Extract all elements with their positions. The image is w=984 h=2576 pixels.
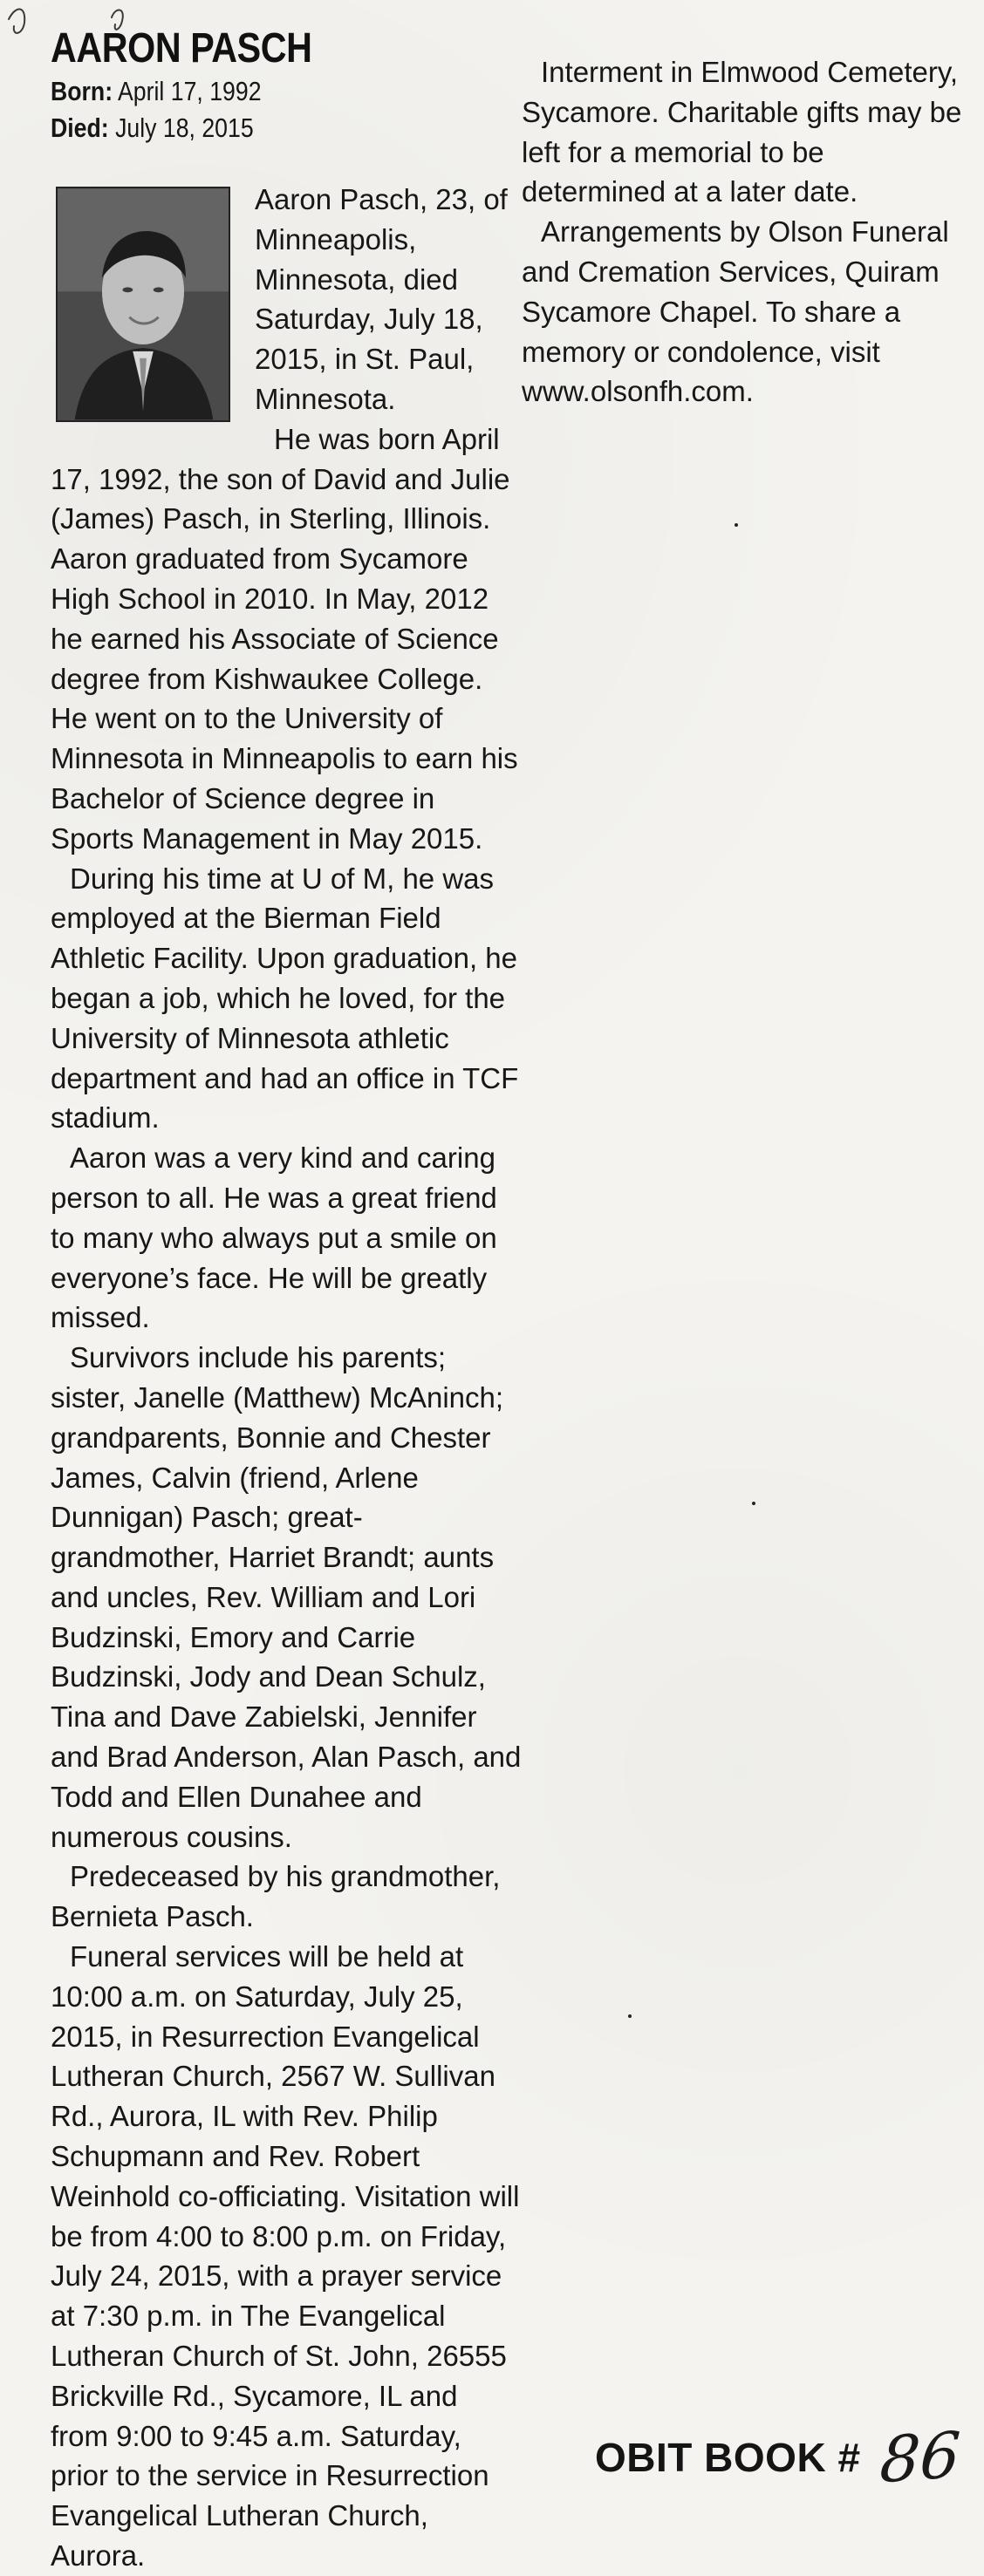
born-line (51, 73, 455, 110)
paragraph-death-notice: Aaron Pasch, 23, of Minneapolis, Minnesota, died Saturday, July 18, 2015, in St. Paul, Minnesota. (255, 183, 508, 415)
paragraph-predeceased: Predeceased by his grandmother, Bernieta Pasch. (51, 1860, 501, 1933)
died-label: Died: (51, 112, 109, 143)
paragraph-career: During his time at U of M, he was employed at the Bierman Field Athletic Facility. Upon graduation, he began a job, which he loved, for the University of Minnesota athletic department and had an office in TCF stadium. (51, 862, 519, 1135)
portrait-icon (58, 188, 229, 420)
portrait-photo (56, 187, 230, 422)
born-date: April 17, 1992 (118, 76, 262, 106)
left-column (51, 24, 522, 2576)
paragraph-survivors: Survivors include his parents; sister, Janelle (Matthew) McAninch; grandparents, Bonnie and Chester James, Calvin (friend, Arlene Dunnigan) Pasch; great-grandmother, Harriet Brandt; aunts and uncles, Rev. William and Lori Budzinski, Emory and Carrie Budzinski, Jody and Dean Schulz, Tina and Dave Zabielski, Jennifer and Brad Anderson, Alan Pasch, and Todd and Ellen Dunahee and numerous cousins. (51, 1341, 522, 1853)
paper-speck (735, 523, 738, 527)
obituary-name: AARON PASCH (51, 25, 312, 72)
died-line (51, 110, 455, 147)
obituary-body (51, 180, 522, 2576)
obit-book-label: OBIT BOOK # (595, 2435, 861, 2480)
handwritten-obit-number: 86 (877, 2417, 963, 2498)
paragraph-interment: Interment in Elmwood Cemetery, Sycamore. Charitable gifts may be left for a memorial to be determined at a later date. (522, 56, 962, 208)
paragraph-tribute: Aaron was a very kind and caring person to all. He was a great friend to many who always put a smile on everyone’s face. He will be greatly missed. (51, 1141, 497, 1334)
right-column (522, 52, 967, 412)
paragraph-biography: He was born April 17, 1992, the son of David and Julie (James) Pasch, in Sterling, Illinois. Aaron graduated from Sycamore High School in 2010. In May, 2012 he earned his Associate of Science degree from Kishwaukee College. He went on to the University of Minnesota in Minneapolis to earn his Bachelor of Science degree in Sports Management in May 2015. (51, 422, 518, 855)
paper-speck (752, 1502, 755, 1505)
obit-book-stamp (595, 2417, 963, 2498)
died-date: July 18, 2015 (115, 112, 254, 143)
paragraph-arrangements: Arrangements by Olson Funeral and Cremation Services, Quiram Sycamore Chapel. To share a memory or condolence, visit www.olsonfh.com. (522, 215, 949, 408)
born-label: Born: (51, 76, 113, 106)
paragraph-services: Funeral services will be held at 10:00 a.m. on Saturday, July 25, 2015, in Resurrection Evangelical Lutheran Church, 2567 W. Sullivan Rd., Aurora, IL with Rev. Philip Schupmann and Rev. Robert Weinhold co-officiating. Visitation will be from 4:00 to 8:00 p.m. on Friday, July 24, 2015, with a prayer service at 7:30 p.m. in The Evangelical Lutheran Church of St. John, 26555 Brickville Rd., Sycamore, IL and from 9:00 to 9:45 a.m. Saturday, prior to the service in Resurrection Evangelical Lutheran Church, Aurora. (51, 1940, 520, 2573)
paper-speck (628, 2014, 632, 2018)
